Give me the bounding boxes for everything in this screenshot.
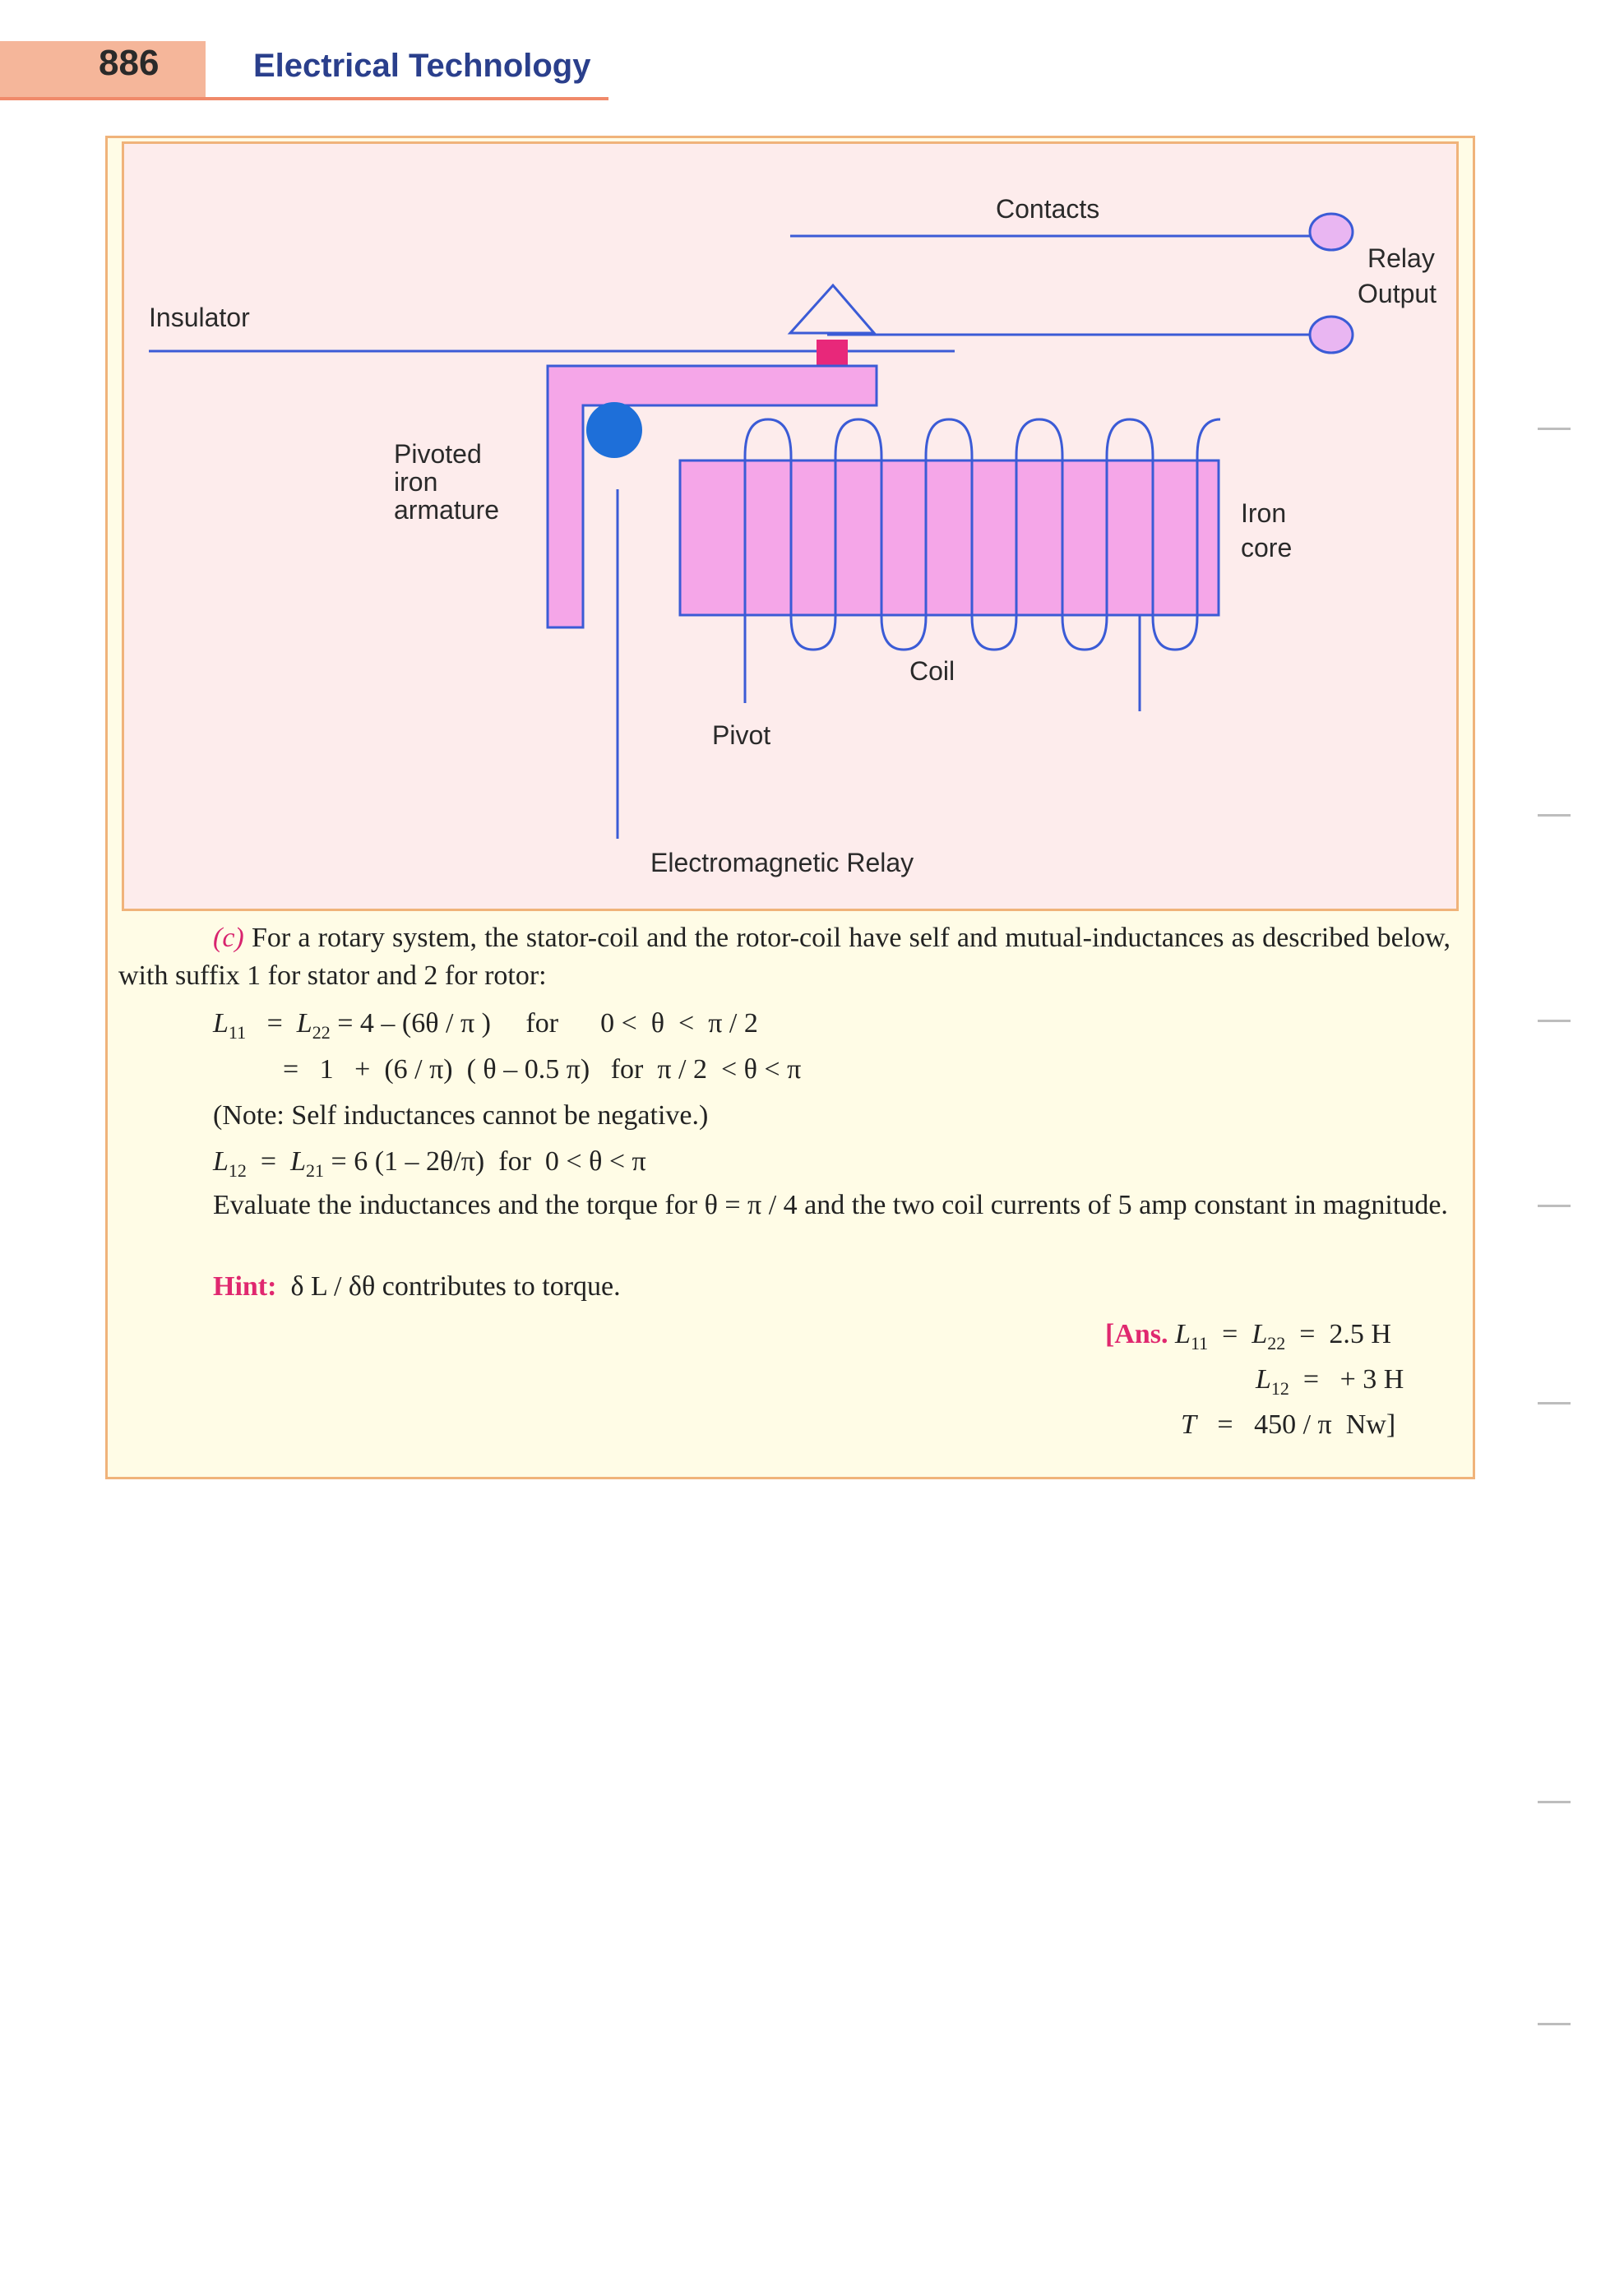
equation-3: $L_{12} = L_{21} = 6$ (1 – 2θ/π) for 0 < θ < π: [213, 1146, 646, 1181]
relay-output-terminal-top: [1310, 214, 1353, 250]
answer-label: [Ans.: [1105, 1319, 1168, 1349]
answer-line-1-text: = 2.5 H: [1299, 1319, 1391, 1349]
answer-line-1: [Ans. $L_{11} = L_{22} = 2.5$ H: [1105, 1319, 1391, 1353]
equation-1-text: = 4 – (6θ / π ) for 0 < θ < π / 2: [337, 1008, 758, 1039]
margin-mark: [1538, 814, 1571, 817]
label-pivot: Pivot: [712, 720, 771, 750]
page-number: 886: [99, 43, 160, 83]
margin-mark: [1538, 1801, 1571, 1803]
intro-text: For a rotary system, the stator-coil and the rotor-coil have self and mutual-inductances as described below, with suffix 1 for stator and 2 for rotor:: [118, 923, 1450, 991]
label-relay-output-2: Output: [1358, 279, 1437, 308]
label-pivoted-3: armature: [394, 495, 500, 525]
diagram-title: Electromagnetic Relay: [650, 848, 914, 877]
iron-core: [680, 460, 1219, 615]
answer-line-3: T = 450 / π Nw]: [1181, 1409, 1396, 1440]
label-relay-output-1: Relay: [1367, 243, 1435, 273]
margin-mark: [1538, 1020, 1571, 1022]
part-label: (c): [213, 923, 244, 953]
hint-label: Hint:: [213, 1271, 277, 1302]
label-iron-core-2: core: [1241, 533, 1293, 562]
header-rule: [0, 97, 608, 100]
note-text: (Note: Self inductances cannot be negative.): [213, 1100, 709, 1131]
margin-mark: [1538, 2023, 1571, 2025]
contact-pad: [817, 340, 848, 368]
label-iron-core-1: Iron: [1241, 498, 1287, 528]
label-pivoted-2: iron: [394, 467, 438, 497]
answer-line-3-text: = 450 / π Nw]: [1217, 1409, 1396, 1440]
label-contacts: Contacts: [996, 194, 1100, 224]
relay-output-terminal-bottom: [1310, 317, 1353, 353]
relay-diagram-svg: [124, 144, 1456, 909]
answer-line-2: $L_{12}$ = + 3 H: [1256, 1364, 1404, 1399]
evaluate-text: Evaluate the inductances and the torque for θ = π / 4 and the two coil currents of 5 amp constant in magnitude.: [213, 1190, 1448, 1220]
margin-mark: [1538, 1205, 1571, 1207]
equation-2: = 1 + (6 / π) ( θ – 0.5 π) for π / 2 < θ < π: [283, 1054, 802, 1085]
relay-diagram: [122, 141, 1459, 911]
margin-mark: [1538, 428, 1571, 430]
hint-text: δ L / δθ contributes to torque.: [290, 1271, 621, 1302]
book-title: Electrical Technology: [253, 48, 591, 84]
label-pivoted-1: Pivoted: [394, 439, 482, 469]
hint: [213, 1268, 621, 1306]
label-insulator: Insulator: [149, 303, 250, 332]
problem-intro: [118, 919, 1450, 995]
answer-line-2-text: = + 3 H: [1302, 1364, 1404, 1395]
margin-mark: [1538, 1402, 1571, 1404]
label-coil: Coil: [909, 656, 955, 686]
contact-triangle: [790, 285, 874, 333]
pivot-circle: [586, 402, 642, 458]
equation-1: $L_{11} = L_{22} = 4 - (6\theta / \pi$ ) for 0 < θ < π / 2: [213, 1008, 758, 1043]
equation-3-text: = 6 (1 – 2θ/π) for 0 < θ < π: [331, 1146, 646, 1177]
